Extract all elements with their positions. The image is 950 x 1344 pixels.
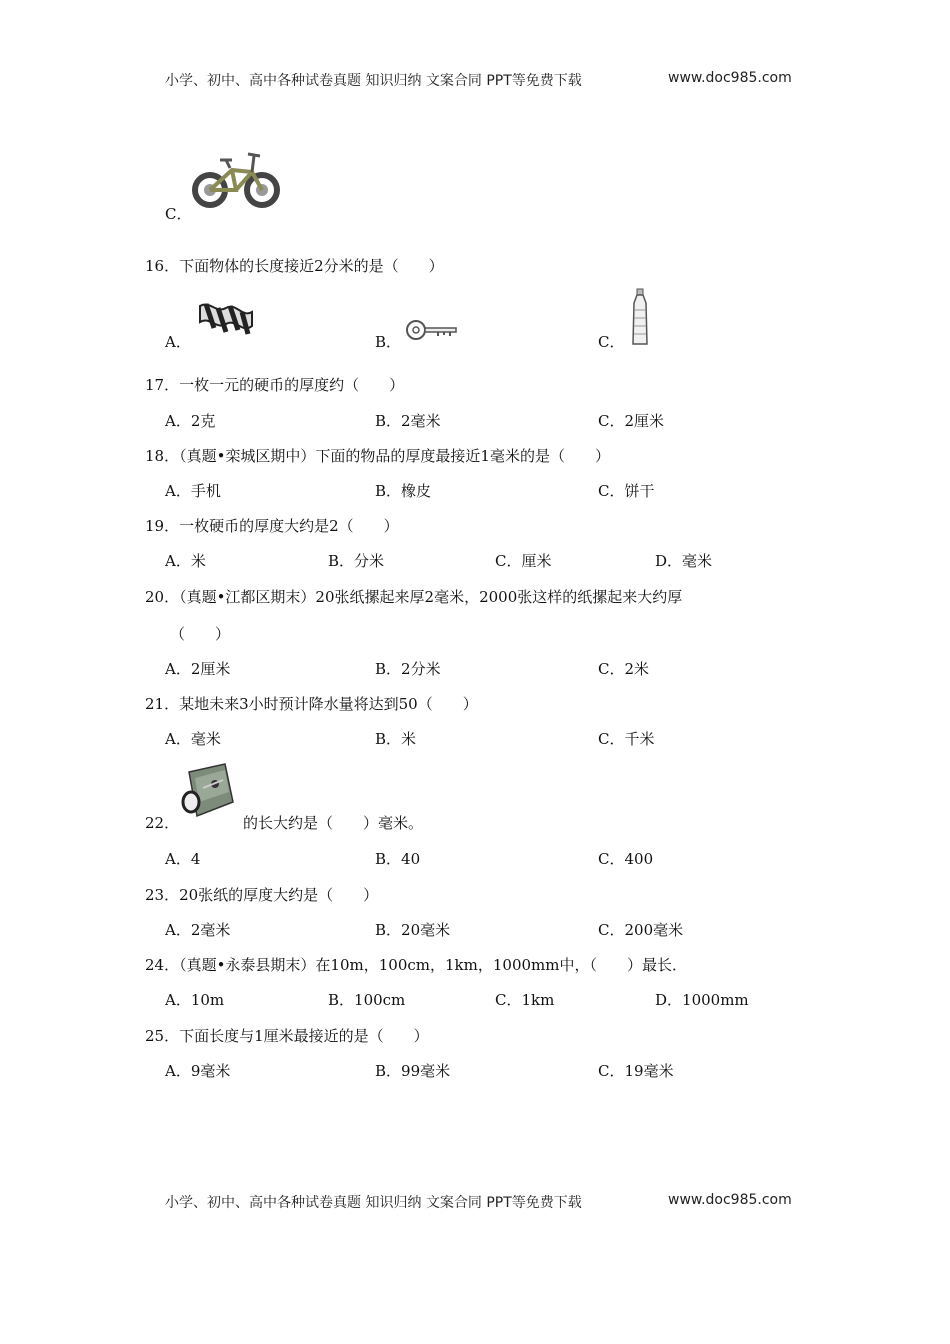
q16-option-c: C． [598,333,625,351]
q24-option-c: C．1km [495,991,555,1009]
q22-number: 22． [145,814,180,832]
q20-option-c: C．2米 [598,660,650,678]
q24-option-d: D．1000mm [655,991,749,1009]
q18-option-a: A．手机 [165,482,221,500]
q15-option-c: C． [165,205,192,223]
q25-option-c: C．19毫米 [598,1062,674,1080]
q25-option-a: A．9毫米 [165,1062,231,1080]
q20-option-a: A．2厘米 [165,660,231,678]
q19-option-b: B．分米 [328,552,385,570]
q20-stem: 20．（真题•江都区期末）20张纸摞起来厚2毫米，2000张这样的纸摞起来大约厚 [145,588,683,606]
q21-option-a: A．毫米 [165,730,221,748]
q20-stem-continued: （ ） [170,625,231,643]
q19-option-d: D．毫米 [655,552,713,570]
key-image [404,318,460,342]
q18-option-c: C．饼干 [598,482,655,500]
q23-option-b: B．20毫米 [375,921,451,939]
q22-stem: 的长大约是（ ）毫米。 [243,814,424,832]
bicycle-image [190,148,282,212]
q16-option-b: B． [375,333,402,351]
footer-text: 小学、初中、高中各种试卷真题 知识归纳 文案合同 PPT等免费下载 [165,1195,582,1211]
header-url[interactable]: www.doc985.com [668,70,792,86]
q19-stem: 19．一枚硬币的厚度大约是2（ ） [145,517,399,535]
q17-option-b: B．2毫米 [375,412,441,430]
header-text: 小学、初中、高中各种试卷真题 知识归纳 文案合同 PPT等免费下载 [165,73,582,89]
q17-option-c: C．2厘米 [598,412,665,430]
q19-option-c: C．厘米 [495,552,552,570]
q25-stem: 25．下面长度与1厘米最接近的是（ ） [145,1027,429,1045]
q17-stem: 17．一枚一元的硬币的厚度约（ ） [145,376,405,394]
water-bottle-image [628,288,652,346]
q23-stem: 23．20张纸的厚度大约是（ ） [145,886,379,904]
q22-option-b: B．40 [375,850,421,868]
q20-option-b: B．2分米 [375,660,441,678]
footer-url[interactable]: www.doc985.com [668,1192,792,1208]
q23-option-a: A．2毫米 [165,921,231,939]
q17-option-a: A．2克 [165,412,216,430]
q19-option-a: A．米 [165,552,206,570]
q21-option-b: B．米 [375,730,417,748]
q21-stem: 21．某地未来3小时预计降水量将达到50（ ） [145,695,478,713]
q16-option-a: A． [165,333,191,351]
q18-stem: 18．（真题•栾城区期中）下面的物品的厚度最接近1毫米的是（ ） [145,447,610,465]
q23-option-c: C．200毫米 [598,921,684,939]
q25-option-b: B．99毫米 [375,1062,451,1080]
q16-stem: 16．下面物体的长度接近2分米的是（ ） [145,257,444,275]
q24-option-a: A．10m [165,991,225,1009]
q21-option-c: C．千米 [598,730,655,748]
q18-option-b: B．橡皮 [375,482,432,500]
q22-option-a: A．4 [165,850,201,868]
q22-option-c: C．400 [598,850,654,868]
twisted-ribbon-image [196,298,256,344]
q24-stem: 24．（真题•永泰县期末）在10m，100cm，1km，1000mm中，（ ）最长． [145,956,687,974]
pencil-sharpener-image [175,762,237,828]
q24-option-b: B．100cm [328,991,406,1009]
